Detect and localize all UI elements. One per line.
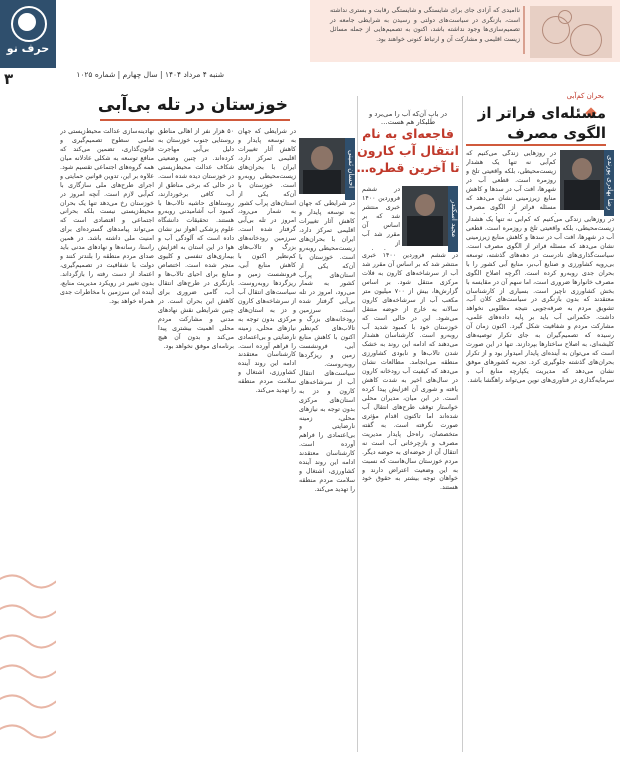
header-quote: ناامیدی که آزادی جای برای شایستگی و شایستگی رقابت و بستری نداشته است، بازنگری در سیاست‌های دولتی و رسیدن به شرایطی جامعه در تصمیم‌سازی‌ها وجود نداشته باشد، اکنون به تصمیم‌هایی از جمله مسائل زیست اقلیمی و مشارکت آن و ارتباط کنونی خواهند بود. [330, 7, 520, 43]
author-body [303, 170, 341, 194]
logo-text: حرف نو [6, 42, 50, 55]
author-body [564, 180, 600, 210]
right-kicker: بحران کم‌آبی [566, 92, 604, 100]
feature-author-label: احسان ثمینی [345, 138, 355, 200]
right-author-label: رضا بهادری پورندی [604, 150, 614, 216]
feature-column-c: نهادینه‌سازی عدالت محیط‌زیستی در تمامی سطوح تصمیم‌گیری و قانون‌گذاری، تضمین می‌کند که منافع توسعه به شکلی عادلانه میان همه گروه‌های اجتماعی تقسیم شود. علاوه بر این، تدوین قوانین حمایتی و اجرای طرح‌های ملی سازگاری با کم‌آبی لازم است. آنچه امروز در خوزستان رخ می‌دهد تنها یک بحران محیط‌زیستی نیست بلکه بحرانی اجتماعی و اقتصادی است که می‌تواند پیامدهای گسترده‌ای برای امنیت ملی داشته باشد. در همین راستا، رسانه‌ها و نهادهای مدنی باید صدای مردم منطقه را بلندتر کنند و دولت با شفافیت در تصمیم‌گیری، اعتماد از دست رفته را بازگرداند. بدون تغییر در رویکرد مدیریت منابع، آینده این سرزمین با مخاطرات جدی همراه خواهد بود. [60, 128, 154, 305]
author-body [407, 216, 443, 246]
newspaper-logo [0, 0, 56, 68]
feature-author-photo [299, 138, 345, 194]
middle-body: در ششم فروردین ۱۴۰۰ خبری منتشر شد که بر اساس آن مقرر شد آب از سرشاخه‌های کارون به فلات مرکزی منتقل شود. بر اساس گزارش‌ها، بیش از ۷۰۰ میلیون متر مکعب آب از سرشاخه‌های کارون سالانه به خارج از حوضه منتقل می‌شود. این در حالی است که خوزستان خود با کمبود شدید آب روبه‌رو است. کارشناسان هشدار می‌دهند که ادامه این روند به خشک شدن تالاب‌ها و نابودی کشاورزی منطقه می‌انجامد. مطالعات نشان می‌دهد که کیفیت آب رودخانه کارون در سال‌های اخیر به شدت کاهش یافته و شوری آن افزایش پیدا کرده است. در این میان، مدیران محلی خواستار توقف طرح‌های انتقال آب شده‌اند اما تاکنون اقدام مؤثری صورت نگرفته است. به گفته متخصصان، راه‌حل پایدار مدیریت مصرف و بازچرخانی آب است نه انتقال آن از حوضه‌ای به حوضه دیگر. مردم خوزستان سال‌هاست که نسبت به این وضعیت اعتراض دارند و خواهان توجه بیشتر به حقوق خود هستند. [362, 252, 458, 492]
feature-column-a-lower: در شرایطی که جهان به توسعه پایدار و کاهش آثار تغییرات اقلیمی تمرکز دارد، ایران با بحران‌های زیست‌محیطی روبه‌رو است. خوزستان با آن‌که یکی از استان‌های پرآب کشور به شمار می‌رود، امروز در تله بی‌آبی گرفتار شده است. سرزمین رودخانه‌های بزرگ و تالاب‌های کم‌نظیر اکنون با کاهش منابع آبی، فرونشست زمین و ریزگردها روبه‌روست. سیاست‌های انتقال آب از سرشاخه‌های کارون و دز به استان‌های مرکزی بدون توجه به نیازهای محلی، زمینه نارضایتی و بی‌اعتمادی را فراهم آورده است. کارشناسان معتقدند ادامه این روند آینده کشاورزی، اشتغال و سلامت مردم منطقه را تهدید می‌کند. [299, 200, 355, 493]
right-body-upper: در روزهایی زندگی می‌کنیم که کم‌آبی نه تنها یک هشدار زیست‌محیطی، بلکه واقعیتی تلخ و روزمره است. قطعی آب در شهرها، افت آب در سدها و کاهش منابع زیرزمینی نشان می‌دهد که مسئله فراتر از الگوی مصرف [466, 150, 556, 211]
author-head [311, 146, 333, 170]
middle-author-label: مجید اسکندر [448, 186, 458, 252]
author-head [572, 158, 592, 180]
decorative-waves [0, 560, 56, 763]
middle-author-photo [402, 186, 448, 246]
feature-column-a: در شرایطی که جهان به توسعه پایدار و کاهش آثار تغییرات اقلیمی تمرکز دارد، ایران با بحران‌های زیست‌محیطی روبه‌رو است. خوزستان با آن‌که یکی از استان‌های پرآب کشور به شمار می‌رود، امروز در تله بی‌آبی گرفتار شده است. سرزمین رودخانه‌های بزرگ و تالاب‌های کم‌نظیر اکنون با کاهش منابع آبی، فرونشست زمین و ریزگردها روبه‌روست. سیاست‌های انتقال آب از سرشاخه‌های کارون و دز به استان‌های مرکزی بدون توجه به نیازهای محلی، زمینه نارضایتی و بی‌اعتمادی را فراهم آورده است. کارشناسان معتقدند ادامه این روند آینده کشاورزی، اشتغال و سلامت مردم منطقه را تهدید می‌کند. [238, 128, 296, 395]
middle-title: فاجعه‌ای به نام انتقال آب کارون تا آخرین قطره… [356, 126, 460, 175]
right-title: مسئله‌ای فراتر از الگوی مصرف [477, 104, 606, 142]
quote-illustration [530, 6, 612, 58]
issue-line: شنبه ۴ مرداد ۱۴۰۴ | سال چهارم | شماره ۱۰۲۵ [76, 70, 224, 79]
middle-kicker: در بابِ آن‌که آب را می‌برد و طلبکار هم هست… [368, 110, 448, 126]
author-head [415, 194, 435, 216]
quote-divider [523, 6, 525, 54]
right-author-photo [560, 150, 604, 210]
right-title-underline [466, 144, 606, 146]
logo-mark-icon [18, 13, 36, 31]
column-divider [462, 96, 463, 752]
column-divider [357, 96, 358, 752]
middle-body-left: در ششم فروردین ۱۴۰۰ خبری منتشر شد که بر اساس آن مقرر شد آب از [362, 186, 400, 247]
page-number: ۳ [4, 70, 14, 88]
feature-column-b: ۵۰ هزار نفر از اهالی مناطق روستایی جنوب خوزستان به دلیل بی‌آبی مهاجرت کرده‌اند. در چنین وضعیتی شکاف عدالت محیط‌زیستی در خوزستان دیده شده است. در حالی که برخی مناطق از آب کافی برخوردارند، روستاهای حاشیه تالاب‌ها با کمبود آب آشامیدنی روبه‌رو هستند. تحقیقات دانشگاه علوم پزشکی اهواز نیز نشان داده است که آلودگی آب و هوا در این استان به افزایش بیماری‌های تنفسی و کلیوی منجر شده است. اختصاص منابع برای احیای تالاب‌ها و بازنگری در طرح‌های انتقال آب، گامی ضروری برای کاهش این بحران است. در چنین شرایطی نقش نهادهای مدنی و مشارکت مردم محلی اهمیت بیشتری پیدا می‌کند و بدون آن هیچ برنامه‌ای موفق نخواهد بود. [158, 128, 234, 350]
right-body: در روزهایی زندگی می‌کنیم که کم‌آبی نه تنها یک هشدار زیست‌محیطی، بلکه واقعیتی تلخ و روزمره است. قطعی آب در شهرها، افت آب در سدها و کاهش منابع زیرزمینی نشان می‌دهد که مسئله فراتر از الگوی مصرف است. سیاست‌گذاری‌های نادرست در دهه‌های گذشته، توسعه بی‌رویه کشاورزی و صنایع آب‌بر، منابع آبی کشور را با بحران جدی روبه‌رو کرده است. اگرچه اصلاح الگوی مصرف خانوارها ضروری است، اما سهم آن در مقایسه با بخش کشاورزی ناچیز است. بسیاری از کارشناسان معتقدند که بدون بازنگری در سیاست‌های کلان آب، تشویق مردم به صرفه‌جویی نتیجه مطلوبی نخواهد داشت. حکمرانی آب باید بر پایه داده‌های علمی، مشارکت مردم و شفافیت شکل گیرد. اکنون زمان آن رسیده که تصمیم‌گیران به جای تکرار توصیه‌های کلیشه‌ای، به اصلاح ساختارها بپردازند. تنها در این صورت است که می‌توان به آینده‌ای پایدار امیدوار بود و از تکرار بحران‌های گذشته جلوگیری کرد. تجربه کشورهای موفق نشان می‌دهد که مدیریت یکپارچه منابع آب و سرمایه‌گذاری در فناوری‌های نوین می‌تواند راهگشا باشد. [466, 216, 614, 384]
feature-title: خوزستان در تله بی‌آبی [97, 95, 289, 115]
feature-title-underline [100, 119, 290, 121]
page-header [0, 0, 620, 92]
